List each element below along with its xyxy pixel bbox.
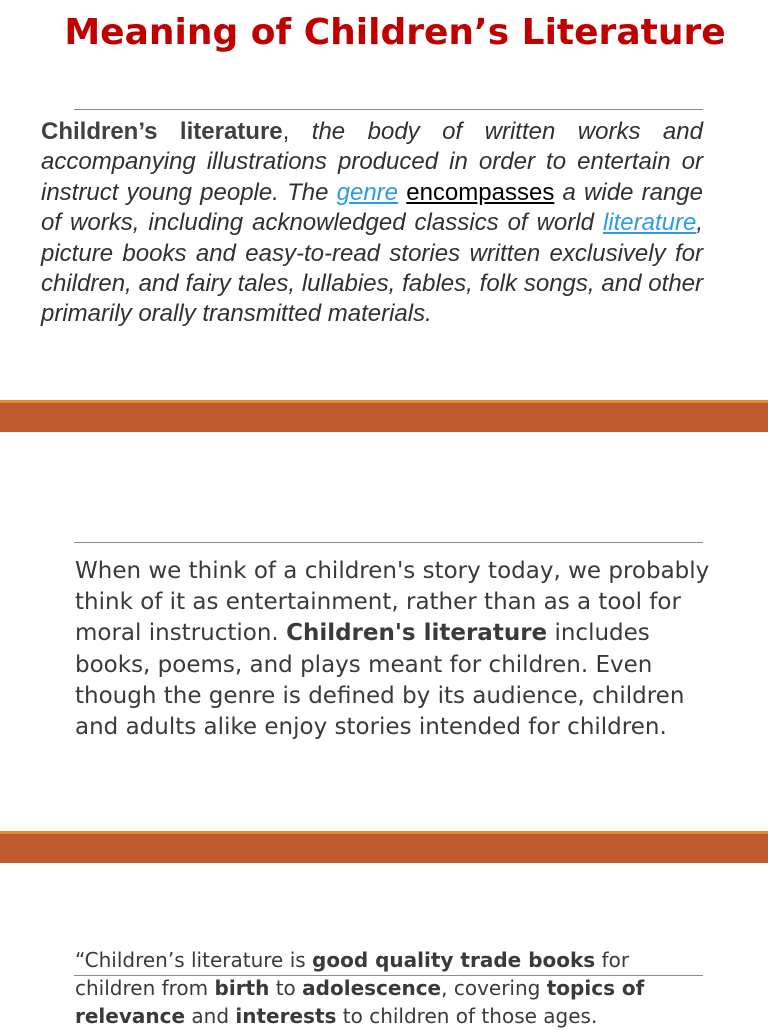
quote-text-f: to children of those ages. — [336, 1004, 598, 1028]
slide-2 — [0, 432, 768, 831]
definition-text-c: , picture books and easy-to-read stories written exclusively for children, and fairy tales, lullabies, fables, folk songs, and other primarily orally transmitted materials. — [41, 209, 703, 328]
definition-text-b: a wide range of works, including acknowledged classics of world — [41, 178, 703, 237]
title-divider — [74, 109, 703, 110]
quote-text-b: for children from — [75, 948, 630, 1000]
definition-text-a: the body of written works and accompanying illustrations produced in order to entertain or instruct young people. The — [41, 118, 703, 206]
quote-bold-c: adolescence — [302, 976, 442, 1000]
quote-bold-e: interests — [235, 1004, 337, 1028]
slide-separator-1 — [0, 400, 768, 432]
quote-bold-d: topics of relevance — [75, 976, 645, 1028]
quote-bold-b: birth — [214, 976, 270, 1000]
comma: , — [282, 118, 290, 145]
story-text-b: includes books, poems, and plays meant for children. Even though the genre is defined by its audience, children and adults alike enjoy stories intended for children. — [75, 620, 685, 741]
slide-3 — [0, 863, 768, 1028]
quote-divider — [74, 975, 703, 976]
top-divider — [74, 542, 703, 543]
quote-text-d: , covering — [441, 976, 547, 1000]
genre-link[interactable]: genre — [336, 178, 399, 206]
quote-bold-a: good quality trade books — [312, 948, 596, 972]
quote-paragraph — [75, 946, 715, 1030]
quote-text-c: to — [269, 976, 303, 1000]
link-space — [398, 179, 406, 206]
story-text-a: When we think of a children's story today, we probably think of it as entertainment, rather than as a tool for moral instruction. — [75, 558, 710, 647]
slide-1 — [0, 0, 768, 400]
literature-link[interactable]: literature — [602, 209, 697, 237]
encompasses-link[interactable]: encompasses — [406, 178, 555, 206]
slide-title: Meaning of Children’s Literature — [64, 12, 726, 53]
term-bold: Children’s literature — [41, 118, 283, 145]
story-paragraph — [75, 556, 715, 743]
definition-paragraph — [41, 117, 703, 330]
story-bold-term: Children's literature — [286, 620, 548, 647]
quote-text-e: and — [185, 1004, 236, 1028]
slide-separator-2 — [0, 831, 768, 863]
quote-text-a: “Children’s literature is — [75, 948, 313, 972]
